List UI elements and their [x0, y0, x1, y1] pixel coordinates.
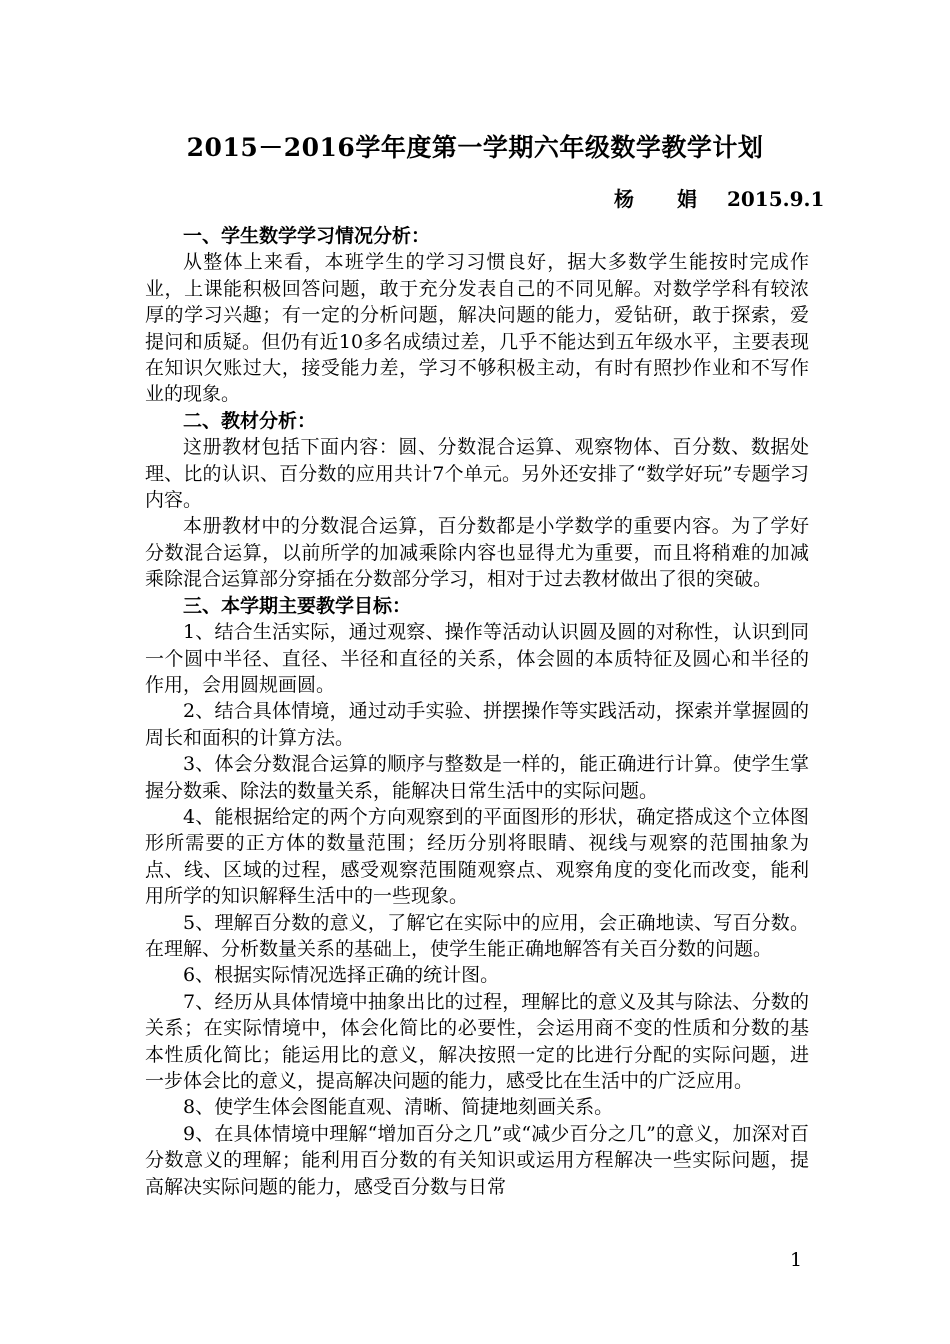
goal-item: 1、结合生活实际，通过观察、操作等活动认识圆及圆的对称性，认识到同一个圆中半径、直径、半径和直径的关系，体会圆的本质特征及圆心和半径的作用，会用圆规画圆。 — [145, 621, 809, 696]
section-heading-textbook-analysis: 二、教材分析： — [183, 409, 317, 432]
goal-item: 9、在具体情境中理解“增加百分之几”或“减少百分之几”的意义，加深对百分数意义的理解；能利用百分数的有关知识或运用方程解决一些实际问题，提高解决实际问题的能力，感受百分数与日常 — [145, 1122, 809, 1198]
document-title: 2015－2016学年度第一学期六年级数学教学计划 — [186, 133, 764, 162]
goal-item: 8、使学生体会图能直观、清晰、简捷地刻画关系。 — [183, 1096, 614, 1119]
author-line — [614, 184, 824, 214]
author-name: 杨 娟 — [614, 187, 715, 211]
page-number: 1 — [790, 1249, 803, 1271]
goal-item: 4、能根据给定的两个方向观察到的平面图形的形状，确定搭成这个立体图形所需要的正方体的数量范围；经历分别将眼睛、视线与观察的范围抽象为点、线、区域的过程，感受观察范围随观察点、观察角度的变化而改变，能利用所学的知识解释生活中的一些现象。 — [145, 805, 809, 908]
section-heading-student-analysis: 一、学生数学学习情况分析： — [183, 225, 431, 247]
paragraph: 本册教材中的分数混合运算，百分数都是小学数学的重要内容。为了学好分数混合运算，以前所学的加减乘除内容也显得尤为重要，而且将稍难的加减乘除混合运算部分穿插在分数部分学习，相对于过去教材做出了很的突破。 — [145, 515, 809, 591]
goal-item: 7、经历从具体情境中抽象出比的过程，理解比的意义及其与除法、分数的关系；在实际情境中，体会化简比的必要性，会运用商不变的性质和分数的基本性质化简比；能运用比的意义，解决按照一定的比进行分配的实际问题，进一步体会比的意义，提高解决问题的能力，感受比在生活中的广泛应用。 — [145, 990, 809, 1092]
paragraph: 从整体上来看，本班学生的学习习惯良好，据大多数学生能按时完成作业，上课能积极回答问题，敢于充分发表自己的不同见解。对数学学科有较浓厚的学习兴趣；有一定的分析问题，解决问题的能力，爱钻研，敢于探索，爱提问和质疑。但仍有近10多名成绩过差，几乎不能达到五年级水平，主要表现在知识欠账过大，接受能力差，学习不够积极主动，有时有照抄作业和不写作业的现象。 — [145, 251, 809, 406]
goal-item: 5、理解百分数的意义，了解它在实际中的应用，会正确地读、写百分数。在理解、分析数量关系的基础上，使学生能正确地解答有关百分数的问题。 — [145, 911, 809, 960]
document-body — [145, 223, 809, 1200]
paragraph: 这册教材包括下面内容：圆、分数混合运算、观察物体、百分数、数据处理、比的认识、百分数的应用共计7个单元。另外还安排了“数学好玩”专题学习内容。 — [145, 436, 809, 512]
goal-item: 3、体会分数混合运算的顺序与整数是一样的，能正确进行计算。使学生掌握分数乘、除法的数量关系，能解决日常生活中的实际问题。 — [145, 753, 809, 802]
goal-item: 2、结合具体情境，通过动手实验、拼摆操作等实践活动，探索并掌握圆的周长和面积的计算方法。 — [145, 700, 809, 749]
document-date: 2015.9.1 — [726, 187, 825, 211]
goal-item: 6、根据实际情况选择正确的统计图。 — [183, 964, 500, 987]
section-heading-teaching-goals: 三、本学期主要教学目标： — [183, 594, 412, 617]
